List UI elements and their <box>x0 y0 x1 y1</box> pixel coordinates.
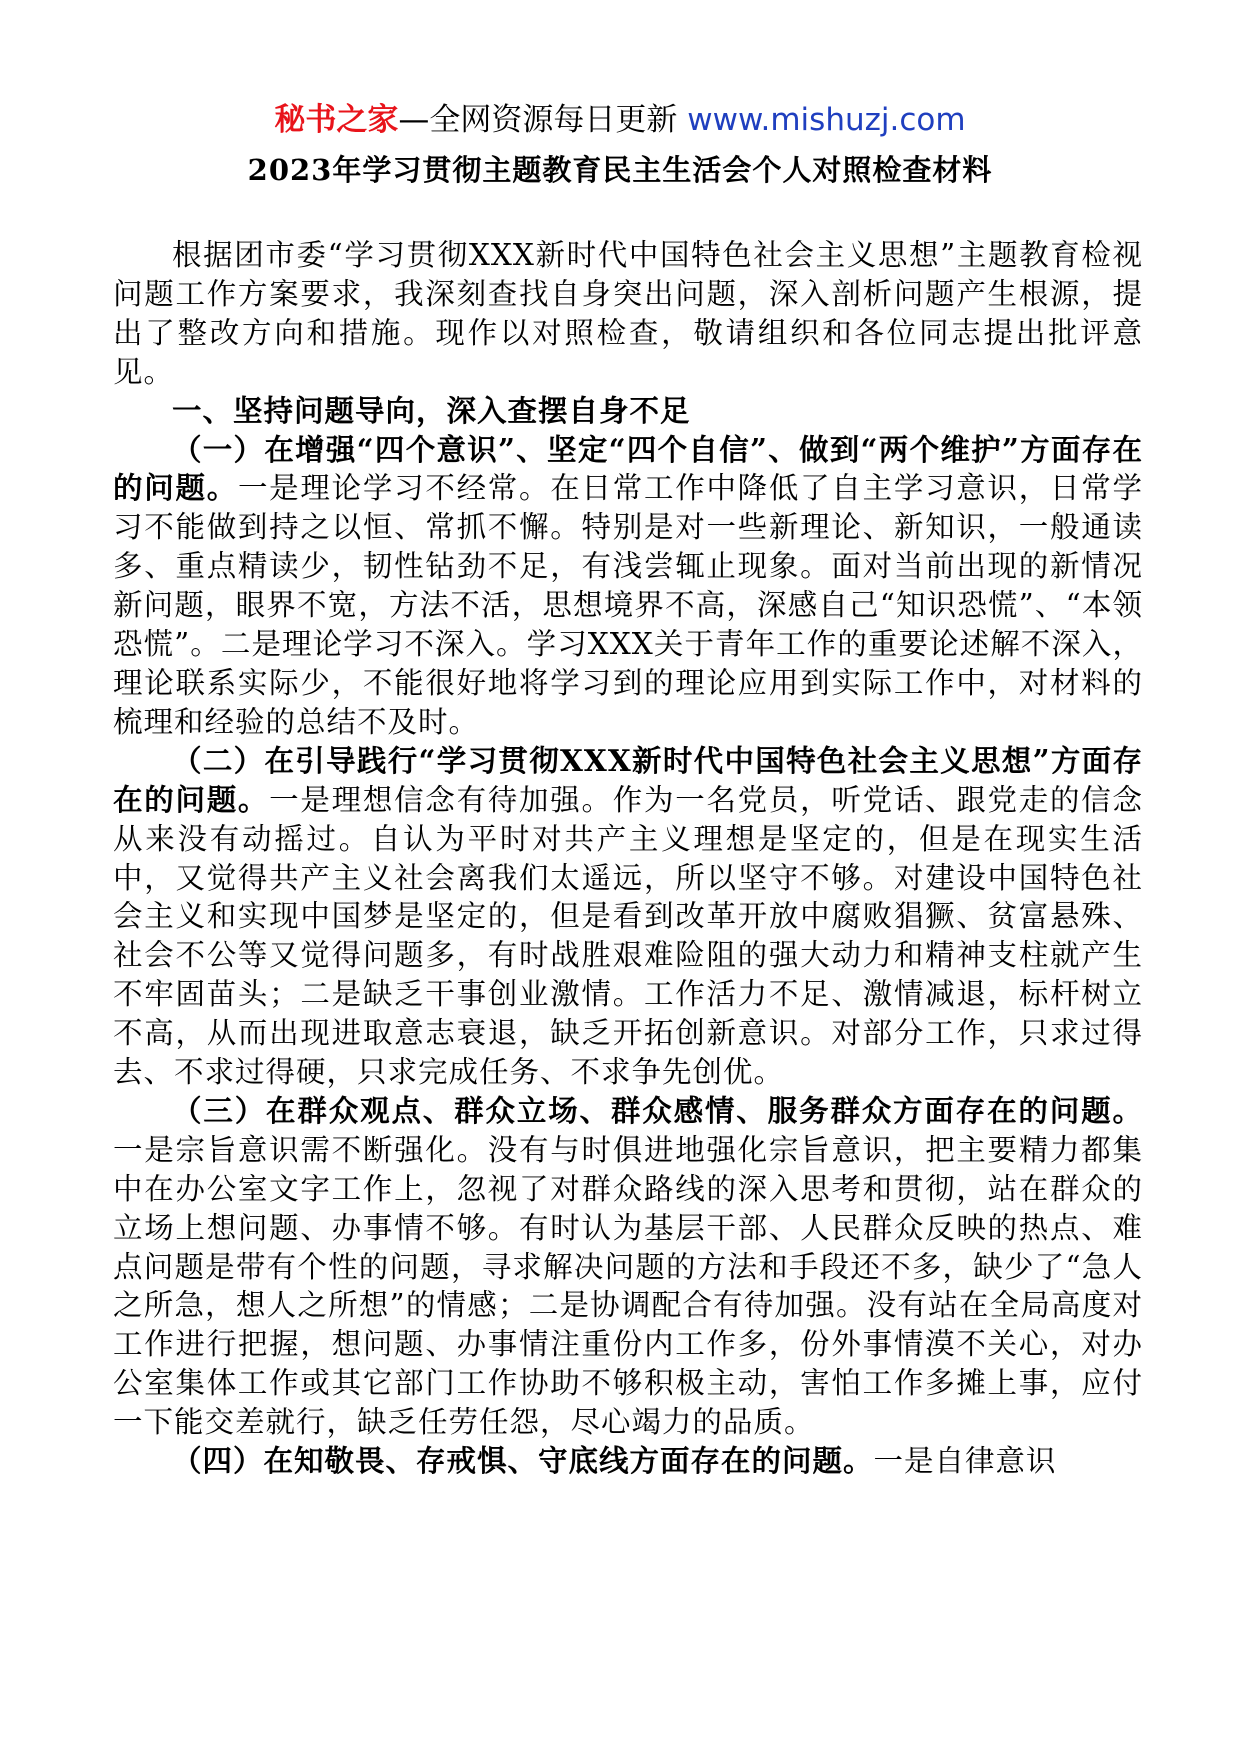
item-heading: （二）在引导践行“学习贯彻XXX新时代中国特色社会主义思想”方面存在的问题。 <box>113 742 1143 817</box>
item-text: 一是自律意识 <box>873 1444 1057 1479</box>
brand-name: 秘书之家 <box>274 102 399 138</box>
item-heading: （三）在群众观点、群众立场、群众感情、服务群众方面存在的问题。 <box>172 1092 1143 1128</box>
item-text: 一是理论学习不经常。在日常工作中降低了自主学习意识，日常学习不能做到持之以恒、常抓不懈。特别是对一些新理论、新知识，一般通读多、重点精读少，韧性钻劲不足，有浅尝辄止现象。面对当前出现的新情况新问题，眼界不宽，方法不活，思想境界不高，深感自己“知识恐慌”、“本领恐慌”。二是理论学习不深入。学习XXX关于青年工作的重要论述解不深入，理论联系实际少，不能很好地将学习到的理论应用到实际工作中，对材料的梳理和经验的总结不及时。 <box>113 471 1143 739</box>
item-heading: （四）在知敬畏、存戒惧、守底线方面存在的问题。 <box>172 1443 874 1479</box>
section-heading: 一、坚持问题导向，深入查摆自身不足 <box>172 392 691 428</box>
site-banner <box>0 100 1240 140</box>
intro-paragraph: 根据团市委“学习贯彻XXX新时代中国特色社会主义思想”主题教育检视问题工作方案要求，我深刻查找自身突出问题，深入剖析问题产生根源，提出了整改方向和措施。现作以对照检查，敬请组织和各位同志提出批评意见。 <box>113 238 1143 389</box>
document-body <box>113 236 1143 1481</box>
item-paragraph <box>113 1092 1143 1442</box>
banner-slogan: 全网资源每日更新 <box>429 102 688 138</box>
item-text: 一是理想信念有待加强。作为一名党员，听党话、跟党走的信念从来没有动摇过。自认为平时对共产主义理想是坚定的，但是在现实生活中，又觉得共产主义社会离我们太遥远，所以坚守不够。对建设中国特色社会主义和实现中国梦是坚定的，但是看到改革开放中腐败猖獗、贫富悬殊、社会不公等又觉得问题多，有时战胜艰难险阻的强大动力和精神支柱就产生不牢固苗头；二是缺乏干事创业激情。工作活力不足、激情减退，标杆树立不高，从而出现进取意志衰退，缺乏开拓创新意识。对部分工作，只求过得去、不求过得硬，只求完成任务、不求争先创优。 <box>113 782 1143 1090</box>
site-url[interactable]: www.mishuzj.com <box>687 102 966 138</box>
item-paragraph <box>113 742 1143 1092</box>
item-paragraph <box>113 431 1143 742</box>
item-heading: （一）在增强“四个意识”、坚定“四个自信”、做到“两个维护”方面存在的问题。 <box>113 431 1143 506</box>
item-paragraph <box>113 1442 1143 1481</box>
item-text: 一是宗旨意识需不断强化。没有与时俱进地强化宗旨意识，把主要精力都集中在办公室文字工作上，忽视了对群众路线的深入思考和贯彻，站在群众的立场上想问题、办事情不够。有时认为基层干部、人民群众反映的热点、难点问题是带有个性的问题，寻求解决问题的方法和手段还不多，缺少了“急人之所急，想人之所想”的情感；二是协调配合有待加强。没有站在全局高度对工作进行把握，想问题、办事情注重份内工作多，份外事情漠不关心，对办公室集体工作或其它部门工作协助不够积极主动，害怕工作多摊上事，应付一下能交差就行，缺乏任劳任怨，尽心竭力的品质。 <box>113 1132 1143 1440</box>
banner-dash: — <box>398 102 430 138</box>
document-title: 2023年学习贯彻主题教育民主生活会个人对照检查材料 <box>247 153 993 187</box>
